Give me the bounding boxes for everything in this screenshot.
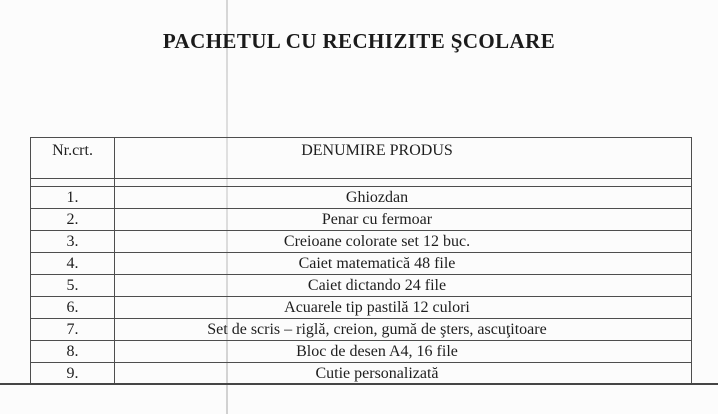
header-denumire-produs: DENUMIRE PRODUS: [115, 138, 692, 179]
table-row: [31, 187, 692, 209]
table-spacer-row: [31, 179, 692, 187]
table-bottom-rule: [0, 383, 718, 385]
row-number: 5.: [31, 275, 115, 297]
table-row: [31, 297, 692, 319]
table-row: [31, 231, 692, 253]
row-number: 6.: [31, 297, 115, 319]
row-number: 2.: [31, 209, 115, 231]
document-title: PACHETUL CU RECHIZITE ŞCOLARE: [162, 29, 556, 53]
table-row: [31, 319, 692, 341]
row-number: 7.: [31, 319, 115, 341]
spacer-cell: [115, 179, 692, 187]
row-number: 9.: [31, 363, 115, 385]
table-row: [31, 275, 692, 297]
row-product: Penar cu fermoar: [115, 209, 692, 231]
table-header-row: [31, 138, 692, 179]
row-number: 8.: [31, 341, 115, 363]
row-product: Cutie personalizată: [115, 363, 692, 385]
header-nr-crt: Nr.crt.: [31, 138, 115, 179]
row-product: Caiet matematică 48 file: [115, 253, 692, 275]
row-number: 4.: [31, 253, 115, 275]
row-product: Caiet dictando 24 file: [115, 275, 692, 297]
supplies-table: [30, 137, 692, 385]
spacer-cell: [31, 179, 115, 187]
row-number: 1.: [31, 187, 115, 209]
table-row: [31, 253, 692, 275]
row-product: Bloc de desen A4, 16 file: [115, 341, 692, 363]
table-row: [31, 341, 692, 363]
row-number: 3.: [31, 231, 115, 253]
row-product: Acuarele tip pastilă 12 culori: [115, 297, 692, 319]
table-row: [31, 363, 692, 385]
row-product: Creioane colorate set 12 buc.: [115, 231, 692, 253]
row-product: Set de scris – riglă, creion, gumă de şters, ascuţitoare: [115, 319, 692, 341]
row-product: Ghiozdan: [115, 187, 692, 209]
table-row: [31, 209, 692, 231]
